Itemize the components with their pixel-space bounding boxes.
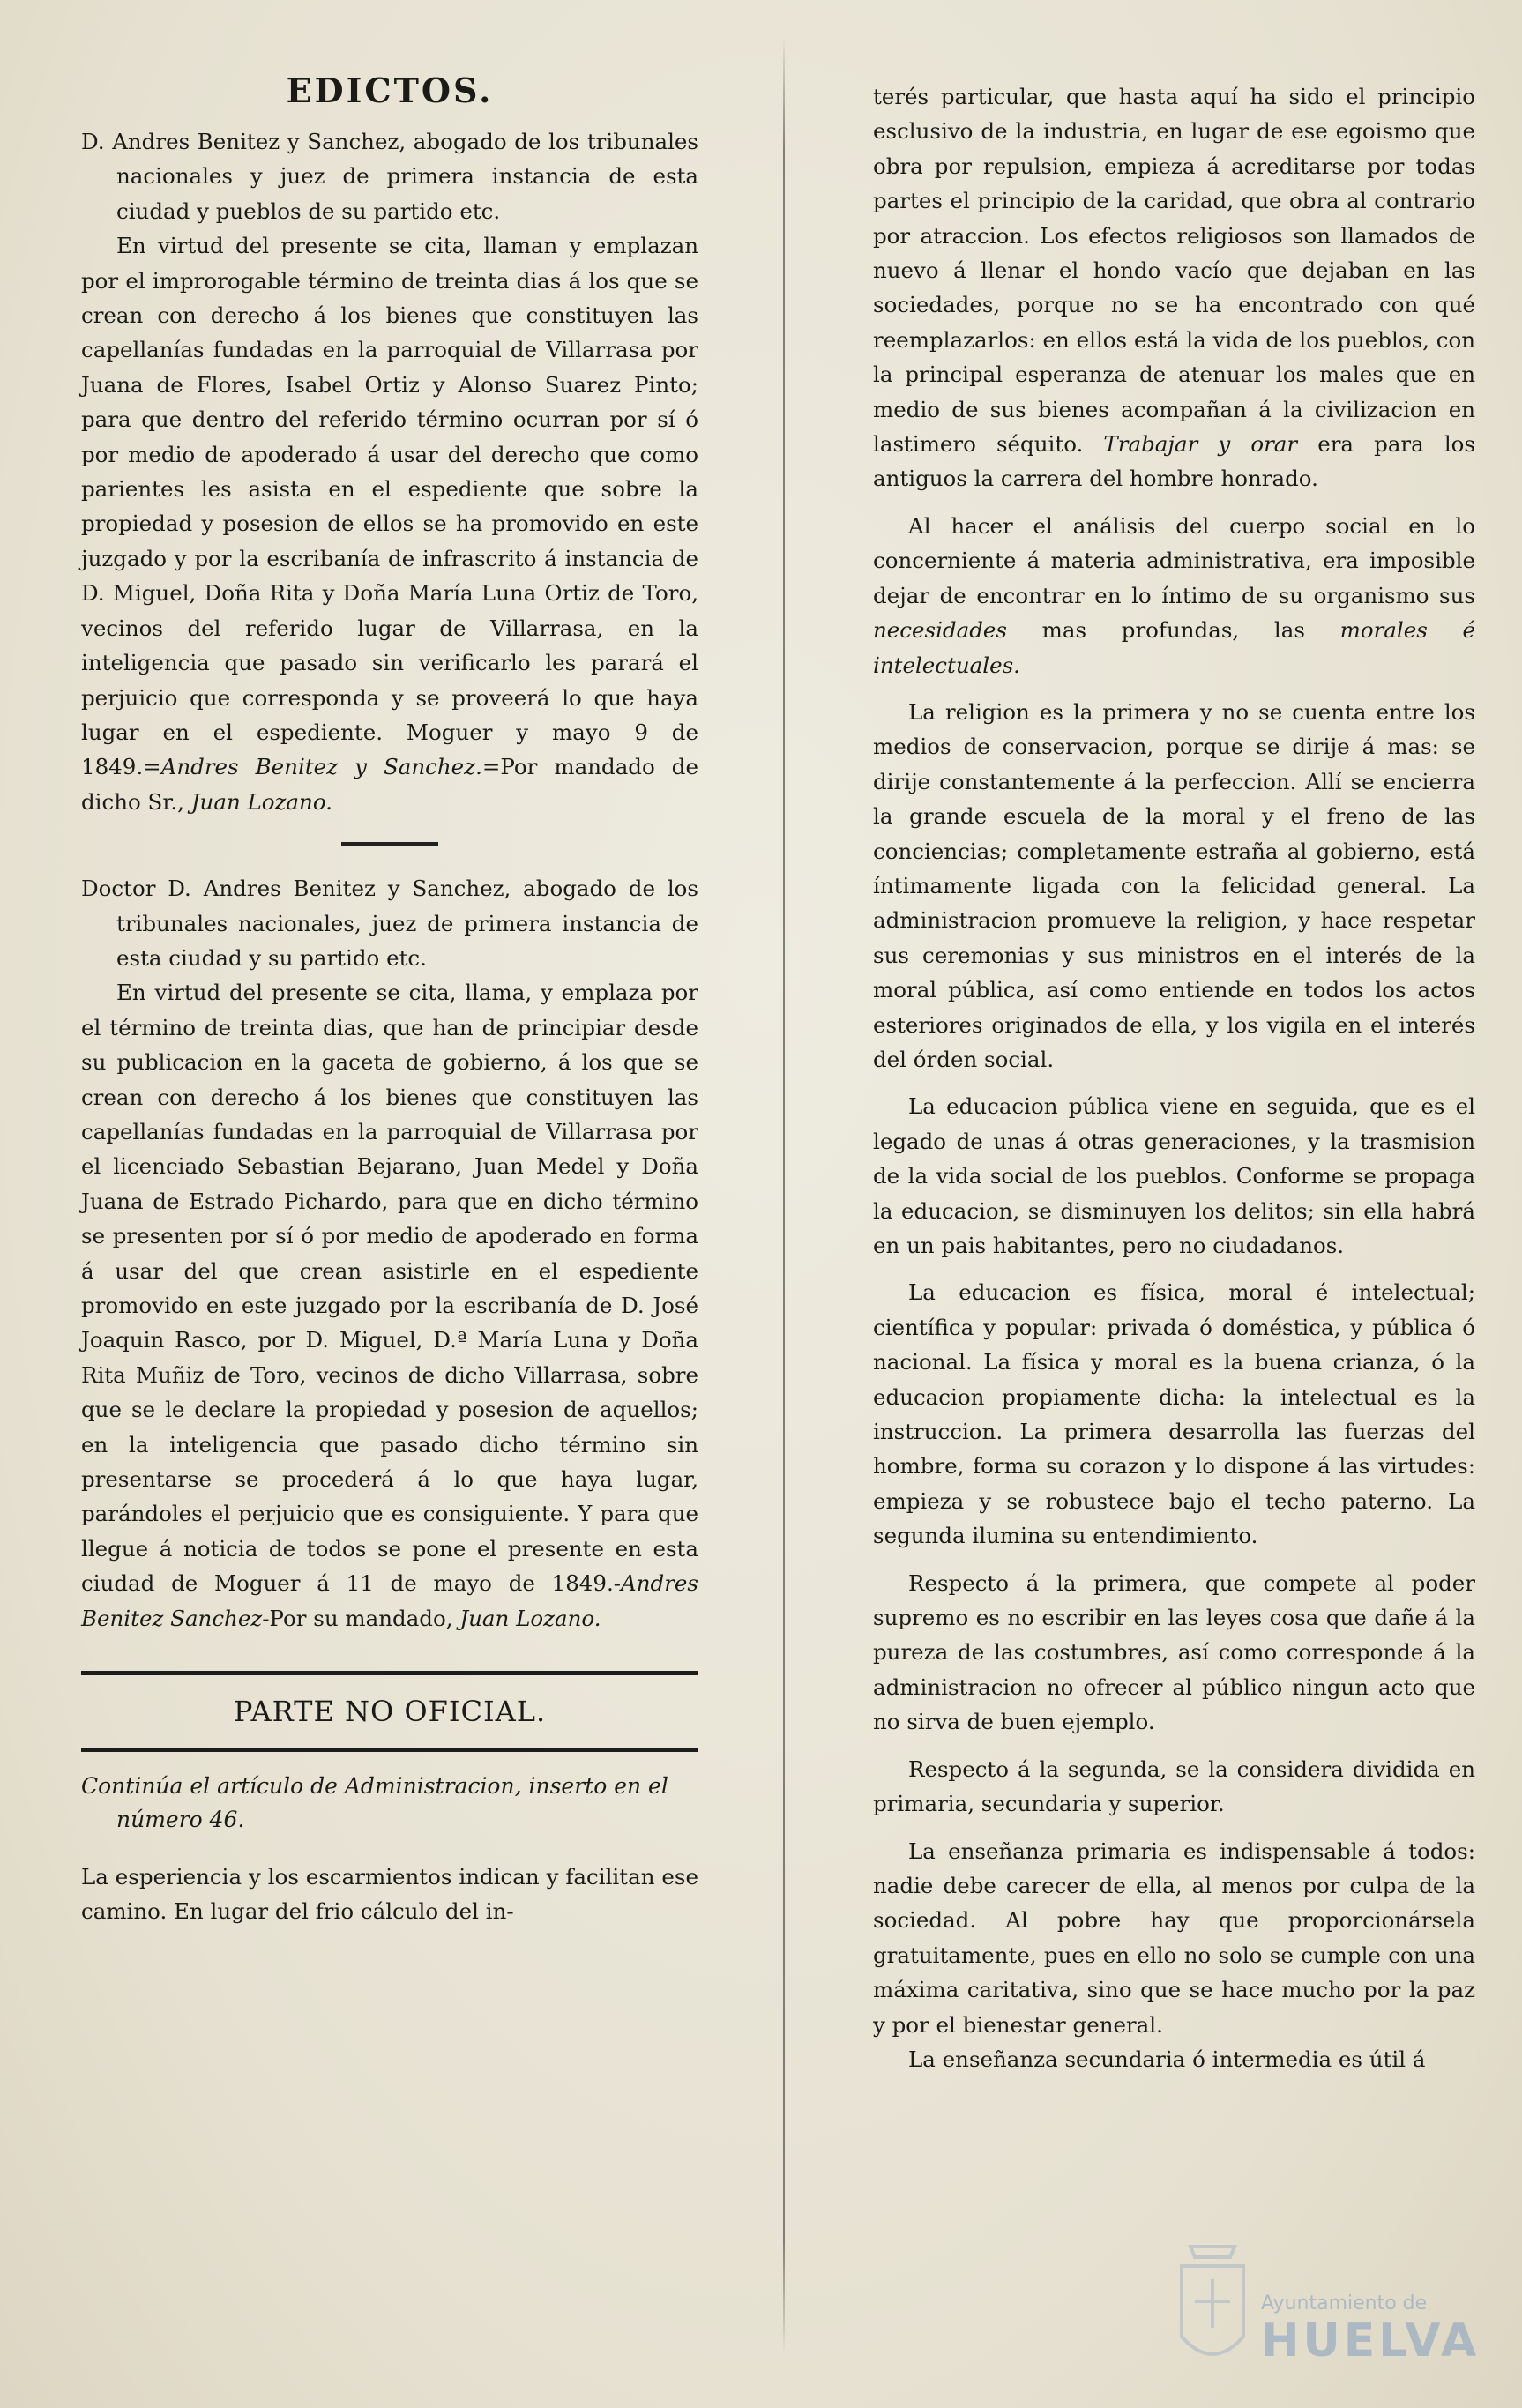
watermark-line-2: HUELVA: [1261, 2315, 1481, 2367]
p1-cont-text-b: era para los antiguos la carrera del hombre honrado.: [873, 431, 1475, 492]
p2-italic-1: necesidades: [873, 617, 1007, 644]
edicto2-signature-judge: -Andres Benitez Sanchez-: [81, 1570, 698, 1631]
p2-text-b: mas profundas, las: [1041, 617, 1305, 644]
edicto2-signature-clerk: Juan Lozano.: [459, 1605, 601, 1631]
article-paragraph-3: La religion es la primera y no se cuenta entre los medios de conservacion, porque se dirije á mas: se dirije constantemente á la perfeccion. Allí se encierra la grande escuela de la moral y el freno de las conciencias; completamente estraña al gobierno, está íntimamente ligada con la felicidad general. La administracion promueve la religion, y hace respetar sus ceremonias y sus ministros en el interés de la moral pública, así como entiende en todos los actos esteriores originados de ella, y los vigila en el interés del órden social.: [873, 698, 1475, 1072]
article-paragraph-9: La enseñanza secundaria ó intermedia es útil á: [908, 2046, 1426, 2072]
article-paragraph-6: Respecto á la primera, que compete al poder supremo es no escribir en las leyes cosa que dañe á la pureza de las costumbres, así como corresponde á la administracion no ofrecer al público ningun acto que no sirva de buen ejemplo.: [873, 1569, 1475, 1735]
article-paragraph-5: La educacion es física, moral é intelectual; científica y popular: privada ó doméstica, y pública ó nacional. La física y moral es la buena crianza, ó la educacion propiamente dicha: la intelectual es la instruccion. La primera desarrolla las fuerzas del hombre, forma su corazon y lo dispone á las virtudes: empieza y se robustece bajo el techo paterno. La segunda ilumina su entendimiento.: [873, 1279, 1475, 1549]
separator-rule: [341, 842, 438, 846]
p2-italic-2: morales é intelectuales.: [873, 617, 1475, 678]
article-paragraph-8: La enseñanza primaria es indispensable á todos: nadie debe carecer de ella, al menos por culpa de la sociedad. Al pobre hay que proporcionársela gratuitamente, pues en ello no solo se cumple con una máxima caritativa, sino que se hace mucho por la paz y por el bienestar general.: [873, 1838, 1475, 2038]
parte-no-oficial-title: PARTE NO OFICIAL.: [233, 1695, 547, 1729]
continuation-heading: Continúa el artículo de Administracion, inserto en el número 46.: [81, 1773, 668, 1833]
article-paragraph-1: La esperiencia y los escarmientos indican y facilitan ese camino. En lugar del frio cálculo del in-: [81, 1864, 698, 1925]
edicto1-body: [81, 228, 698, 819]
edicto2-heading: Doctor D. Andres Benitez y Sanchez, abogado de los tribunales nacionales, juez de primera instancia de esta ciudad y su partido etc.: [81, 876, 698, 971]
edicto1-body-text: En virtud del presente se cita, llaman y emplazan por el improrogable término de treinta dias á los que se crean con derecho á los bienes que constituyen las capellanías fundadas en la parroquial de Villarrasa por Juana de Flores, Isabel Ortiz y Alonso Suarez Pinto; para que dentro del referido término ocurran por sí ó por medio de apoderado á usar del derecho que como parientes les asista en el espediente que sobre la propiedad y posesion de ellos se ha promovido en este juzgado y por la escribanía de infrascrito á instancia de D. Miguel, Doña Rita y Doña María Luna Ortiz de Toro, vecinos del referido lugar de Villarrasa, en la inteligencia que pasado sin verificarlo les parará el perjuicio que corresponda y se proveerá lo que haya lugar en el espediente. Moguer y mayo 9 de 1849.: [81, 233, 698, 780]
p1-cont-text-a: terés particular, que hasta aquí ha sido el principio esclusivo de la industria, en lugar de ese egoismo que obra por repulsion, empieza á acreditarse por todas partes el principio de la caridad, que obra al contrario por atraccion. Los efectos religiosos son llamados de nuevo á llenar el hondo vacío que dejaban en las sociedades, porque no se ha encontrado con qué reemplazarlos: en ellos está la vida de los pueblos, con la principal esperanza de atenuar los males que en medio de sus bienes acompañan á la civilizacion en lastimero séquito.: [873, 84, 1475, 458]
article-paragraph-1-continued: [873, 79, 1475, 496]
p1-cont-italic: Trabajar y orar: [1103, 431, 1298, 458]
article-paragraph-4: La educacion pública viene en seguida, que es el legado de unas á otras generaciones, y la trasmision de la vida social de los pueblos. Conforme se propaga la educacion, se disminuyen los delitos; sin ella habrá en un pais habitantes, pero no ciudadanos.: [873, 1093, 1475, 1258]
edicto1-heading: D. Andres Benitez y Sanchez, abogado de los tribunales nacionales y juez de primera instancia de esta ciudad y pueblos de su partido etc.: [81, 129, 698, 224]
article-paragraph-7: Respecto á la segunda, se la considera dividida en primaria, secundaria y superior.: [873, 1756, 1475, 1817]
edicto2-signature-mandate: Por su mandado,: [269, 1605, 453, 1631]
p2-text-a: Al hacer el análisis del cuerpo social en lo concerniente á materia administrativa, era imposible dejar de encontrar en lo íntimo de su organismo sus: [873, 512, 1475, 608]
edictos-title: EDICTOS.: [286, 71, 494, 110]
section-rule-bottom: [81, 1748, 698, 1752]
right-column: [873, 79, 1475, 2076]
edicto2-body-text: En virtud del presente se cita, llama, y emplaza por el término de treinta dias, que han de principiar desde su publicacion en la gaceta de gobierno, á los que se crean con derecho á los bienes que constituyen las capellanías fundadas en la parroquial de Villarrasa por el licenciado Sebastian Bejarano, Juan Medel y Doña Juana de Estrado Pichardo, para que en dicho término se presenten por sí ó por medio de apoderado en forma á usar del que crean asistirle en el espediente promovido en este juzgado por la escribanía de D. José Joaquin Rasco, por D. Miguel, D.ª María Luna y Doña Rita Muñiz de Toro, vecinos de dicho Villarrasa, sobre que se le declare la propiedad y posesion de aquellos; en la inteligencia que pasado dicho término sin presentarse se procederá á lo que haya lugar, parándoles el perjuicio que es consiguiente. Y para que llegue á noticia de todos se pone el presente en esta ciudad de Moguer á 11 de mayo de 1849.: [81, 980, 698, 1597]
watermark-line-1: Ayuntamiento de: [1261, 2292, 1428, 2315]
left-column: [81, 62, 698, 1929]
section-rule-top: [81, 1671, 698, 1675]
edicto1-signature-mandate: =Por mandado de dicho Sr.,: [81, 754, 698, 815]
edicto2-body: [81, 975, 698, 1636]
article-paragraph-2: [873, 509, 1475, 682]
edicto1-signature-clerk: Juan Lozano.: [190, 788, 332, 815]
edicto1-signature-judge: =Andres Benitez y Sanchez.: [143, 754, 482, 780]
column-divider: [783, 35, 785, 2354]
